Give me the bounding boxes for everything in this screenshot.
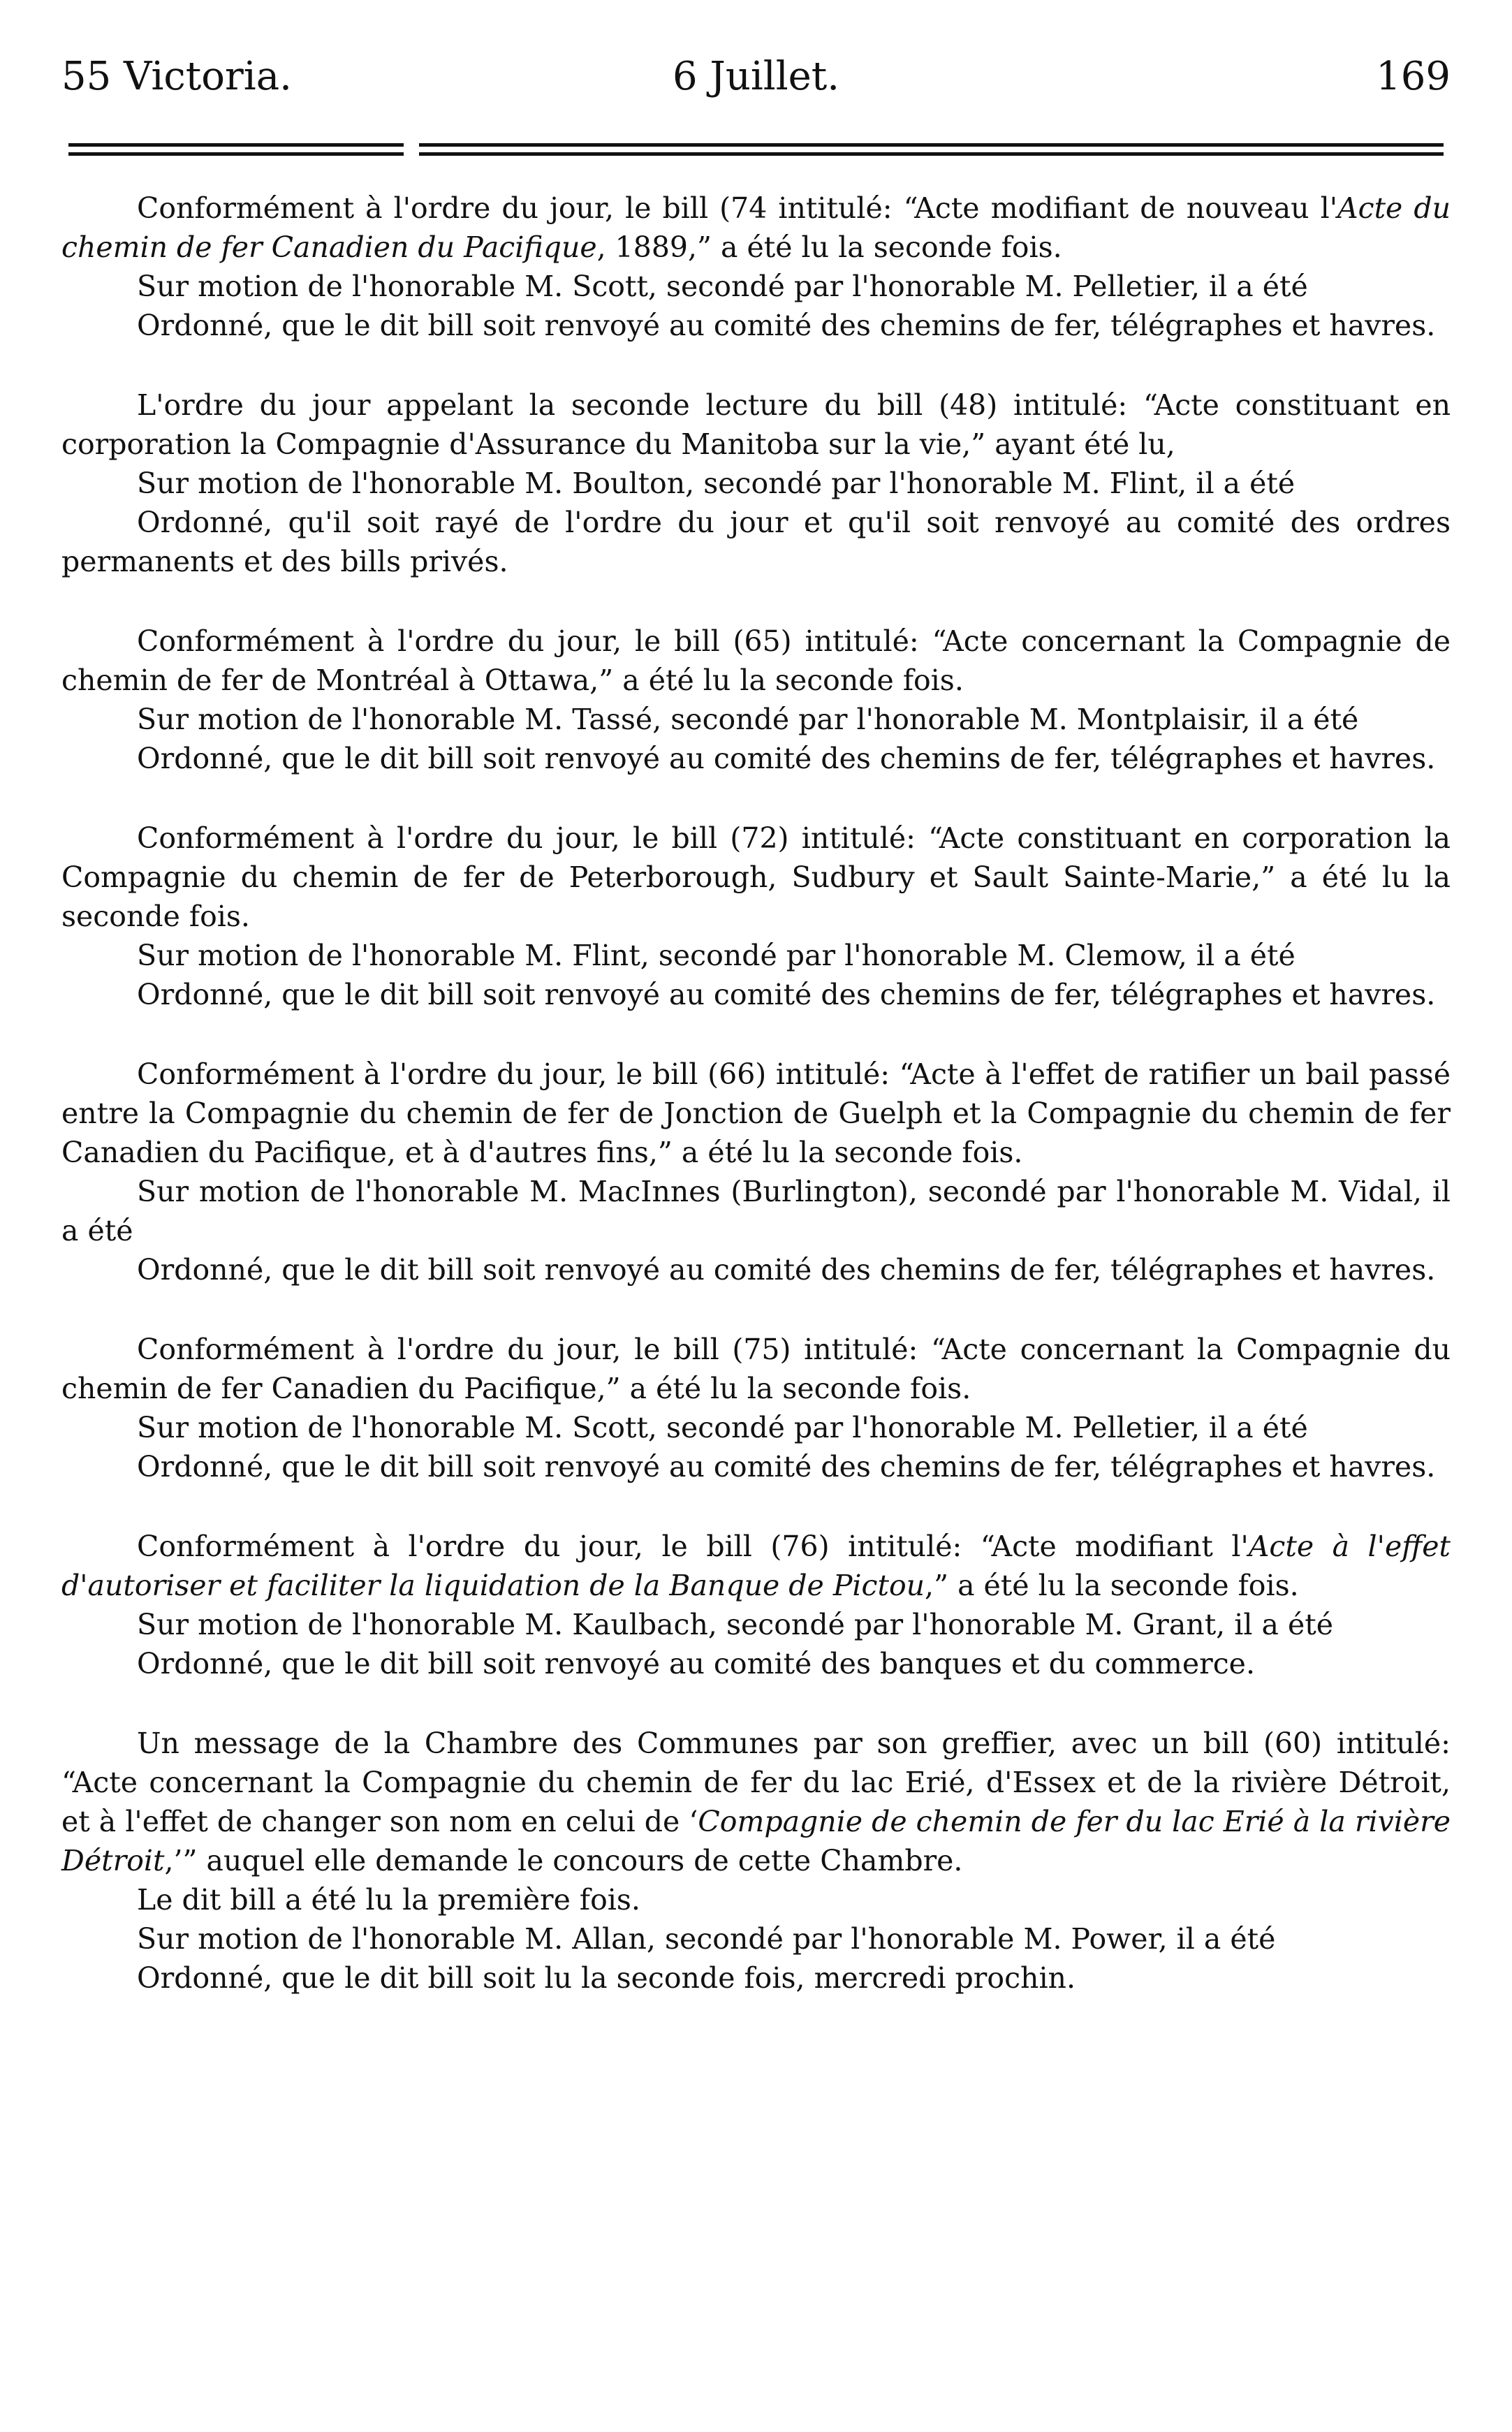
entry-statement: Conformément à l'ordre du jour, le bill (72) intitulé: “Acte constituant en corporation la Compagnie du chemin de fer de Peterborough, Sudbury et Sault Sainte-Marie,” a été lu la seconde fois.	[61, 821, 1451, 933]
entry-order: Ordonné, que le dit bill soit lu la seconde fois, mercredi prochin.	[137, 1961, 1076, 1995]
entry-order: Ordonné, que le dit bill soit renvoyé au comité des chemins de fer, télégraphes et havres.	[137, 742, 1436, 775]
journal-body	[61, 189, 1451, 2038]
entry-bill-65	[61, 622, 1451, 778]
entry-bill-75	[61, 1330, 1451, 1486]
running-header	[61, 42, 1451, 112]
entry-statement: L'ordre du jour appelant la seconde lecture du bill (48) intitulé: “Acte constituant en corporation la Compagnie d'Assurance du Manitoba sur la vie,” ayant été lu,	[61, 388, 1451, 461]
entry-bill-66	[61, 1055, 1451, 1289]
entry-bill-72	[61, 819, 1451, 1014]
entry-motion: Sur motion de l'honorable M. Tassé, secondé par l'honorable M. Montplaisir, il a été	[137, 703, 1359, 736]
entry-bill-48	[61, 386, 1451, 581]
entry-order: Ordonné, qu'il soit rayé de l'ordre du jour et qu'il soit renvoyé au comité des ordres permanents et des bills privés.	[61, 506, 1451, 578]
entry-bill-74	[61, 189, 1451, 345]
entry-order: Ordonné, que le dit bill soit renvoyé au comité des banques et du commerce.	[137, 1647, 1255, 1680]
entry-motion: Sur motion de l'honorable M. Allan, secondé par l'honorable M. Power, il a été	[137, 1922, 1276, 1956]
entry-order: Ordonné, que le dit bill soit renvoyé au comité des chemins de fer, télégraphes et havres.	[137, 978, 1436, 1011]
company-name: Compagnie de chemin de fer du lac Erié à la rivière Détroit	[61, 1805, 1451, 1877]
entry-bill-76	[61, 1527, 1451, 1683]
act-title: Acte du chemin de fer Canadien du Pacifique	[61, 191, 1451, 264]
entry-statement: Conformément à l'ordre du jour, le bill (76) intitulé: “Acte modifiant l'Acte à l'effet d'autoriser et faciliter la liquidation de la Banque de Pictou,” a été lu la seconde fois.	[61, 1530, 1451, 1602]
entry-statement: Conformément à l'ordre du jour, le bill (75) intitulé: “Acte concernant la Compagnie du chemin de fer Canadien du Pacifique,” a été lu la seconde fois.	[61, 1333, 1451, 1405]
entry-first-reading: Le dit bill a été lu la première fois.	[137, 1883, 640, 1917]
page-number: 169	[1376, 54, 1451, 99]
entry-motion: Sur motion de l'honorable M. Scott, secondé par l'honorable M. Pelletier, il a été	[137, 1411, 1308, 1444]
entry-statement: Conformément à l'ordre du jour, le bill (66) intitulé: “Acte à l'effet de ratifier un bail passé entre la Compagnie du chemin de fer de Jonction de Guelph et la Compagnie du chemin de fer Canadien du Pacifique, et à d'autres fins,” a été lu la seconde fois.	[61, 1057, 1451, 1169]
divider-rule	[68, 152, 404, 156]
header-divider	[61, 143, 1451, 160]
entry-statement: Un message de la Chambre des Communes par son greffier, avec un bill (60) intitulé: “Acte concernant la Compagnie du chemin de fer du lac Erié, d'Essex et de la rivière Détroit, et à l'effet de changer son nom en celui de ‘Compagnie de chemin de fer du lac Erié à la rivière Détroit,’” auquel elle demande le concours de cette Chambre.	[61, 1727, 1451, 1877]
entry-order: Ordonné, que le dit bill soit renvoyé au comité des chemins de fer, télégraphes et havres.	[137, 1253, 1436, 1287]
entry-order: Ordonné, que le dit bill soit renvoyé au comité des chemins de fer, télégraphes et havres.	[137, 1450, 1436, 1484]
entry-statement: Conformément à l'ordre du jour, le bill (65) intitulé: “Acte concernant la Compagnie de chemin de fer de Montréal à Ottawa,” a été lu la seconde fois.	[61, 624, 1451, 697]
divider-rule	[419, 143, 1444, 147]
entry-motion: Sur motion de l'honorable M. Kaulbach, secondé par l'honorable M. Grant, il a été	[137, 1608, 1333, 1641]
header-date: 6 Juillet.	[672, 54, 840, 99]
entry-statement: Conformément à l'ordre du jour, le bill (74 intitulé: “Acte modifiant de nouveau l'Acte du chemin de fer Canadien du Pacifique, 1889,” a été lu la seconde fois.	[61, 191, 1451, 264]
entry-motion: Sur motion de l'honorable M. Scott, secondé par l'honorable M. Pelletier, il a été	[137, 270, 1308, 303]
entry-motion: Sur motion de l'honorable M. MacInnes (Burlington), secondé par l'honorable M. Vidal, il a été	[61, 1175, 1451, 1247]
entry-message-bill-60	[61, 1724, 1451, 1998]
divider-rule	[68, 143, 404, 147]
entry-motion: Sur motion de l'honorable M. Flint, secondé par l'honorable M. Clemow, il a été	[137, 939, 1296, 972]
header-session: 55 Victoria.	[61, 54, 292, 99]
act-title: Acte à l'effet d'autoriser et faciliter la liquidation de la Banque de Pictou	[61, 1530, 1451, 1602]
entry-order: Ordonné, que le dit bill soit renvoyé au comité des chemins de fer, télégraphes et havres.	[137, 309, 1436, 342]
divider-rule	[419, 152, 1444, 156]
entry-motion: Sur motion de l'honorable M. Boulton, secondé par l'honorable M. Flint, il a été	[137, 467, 1296, 500]
